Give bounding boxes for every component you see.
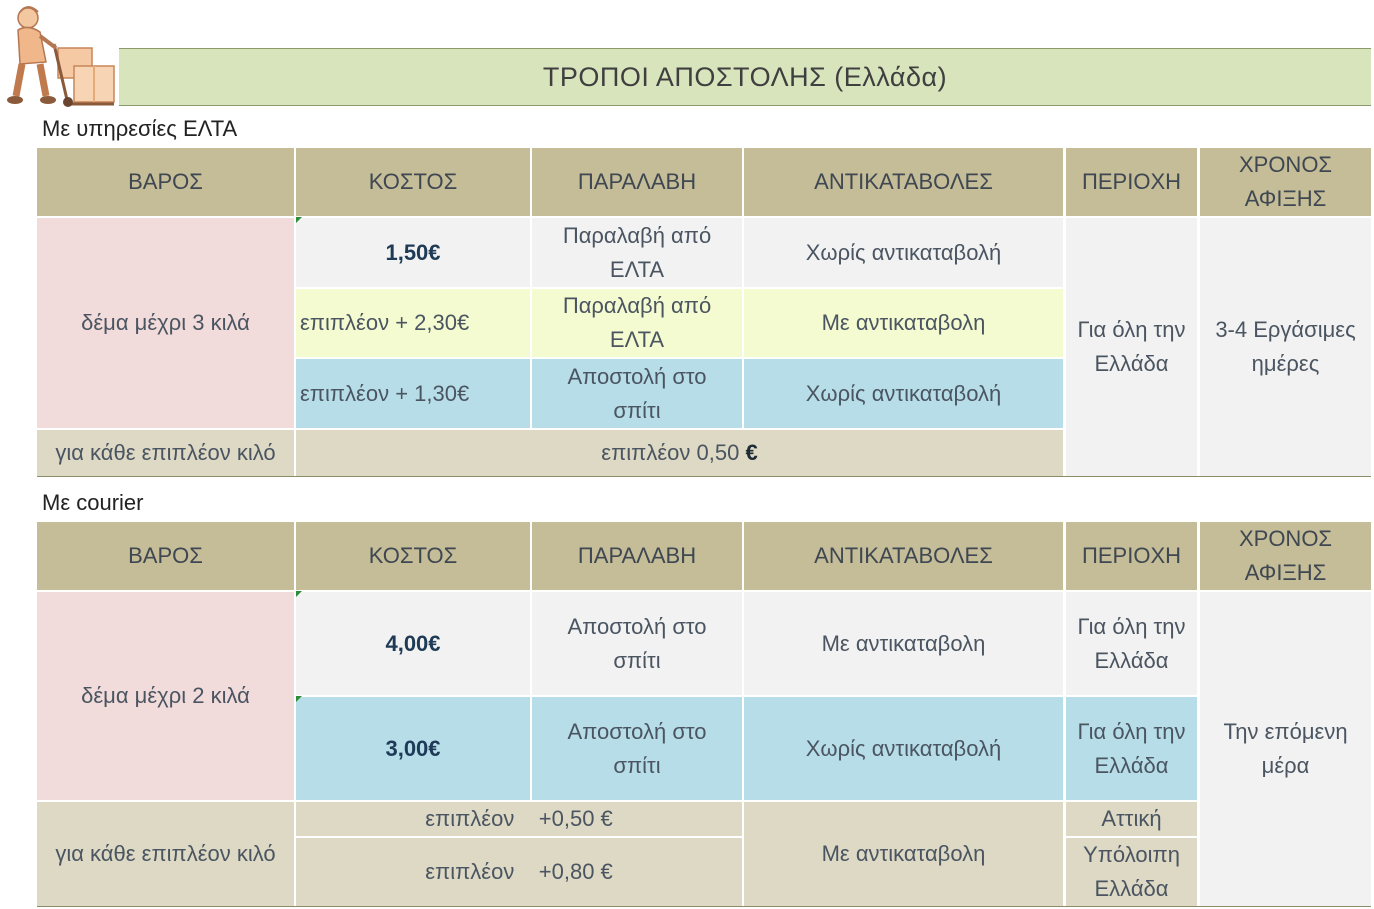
elta-header-weight: ΒΑΡΟΣ (37, 148, 294, 216)
elta-header-cost: ΚΟΣΤΟΣ (296, 148, 530, 216)
courier-row1-area (1066, 592, 1197, 695)
courier-row2-cod: Χωρίς αντικαταβολή (744, 697, 1063, 800)
courier-row1-area-line2: Ελλάδα (1094, 647, 1169, 673)
elta-header-time (1200, 148, 1371, 216)
courier-row2-cost: 3,00€ (296, 697, 530, 800)
elta-row2-pickup (532, 289, 742, 357)
elta-row1-cost: 1,50€ (296, 218, 530, 287)
courier-header-time-line1: ΧΡΟΝΟΣ (1238, 526, 1333, 551)
elta-area-line2: Ελλάδα (1094, 351, 1169, 376)
courier-extra-row2-area (1066, 838, 1197, 906)
courier-row1-area-line1: Για όλη την (1077, 613, 1186, 639)
page-title: ΤΡΟΠΟΙ ΑΠΟΣΤΟΛΗΣ (Ελλάδα) (119, 48, 1371, 106)
courier-extra-cod: Με αντικαταβολη (744, 802, 1063, 906)
elta-row3-pickup-line2: σπίτι (613, 397, 661, 423)
courier-row2-area-line1: Για όλη την (1077, 718, 1186, 744)
elta-row2-pickup-line2: ΕΛΤΑ (609, 327, 665, 352)
courier-row1-pickup (532, 592, 742, 695)
elta-row3-pickup (532, 359, 742, 428)
courier-extra-row1-area: Αττική (1066, 802, 1197, 836)
elta-header-pickup: ΠΑΡΑΛΑΒΗ (532, 148, 742, 216)
elta-extra-value (296, 430, 1063, 476)
elta-extra-value-text: επιπλέον 0,50 (601, 440, 746, 465)
elta-header-time-line1: ΧΡΟΝΟΣ (1238, 152, 1333, 177)
elta-bottom-border (37, 476, 1371, 477)
elta-row1-pickup-line1: Παραλαβή από (562, 222, 712, 248)
elta-row3-pickup-line1: Αποστολή στο (567, 363, 707, 389)
courier-extra-row2-area-line1: Υπόλοιπη (1083, 842, 1180, 867)
courier-header-time (1200, 522, 1371, 590)
elta-row1-cod: Χωρίς αντικαταβολή (744, 218, 1063, 287)
courier-row1-cost: 4,00€ (296, 592, 530, 695)
courier-row2-pickup (532, 697, 742, 800)
elta-row3-cod: Χωρίς αντικαταβολή (744, 359, 1063, 428)
elta-header-time-line2: ΑΦΙΞΗΣ (1244, 186, 1327, 211)
elta-section-title: Με υπηρεσίες ΕΛΤΑ (42, 116, 238, 141)
courier-extra-row1-cost: επιπλέον +0,50 € (296, 802, 742, 836)
courier-extra-row2-cost: επιπλέον +0,80 € (296, 838, 742, 906)
elta-time-line1: 3-4 Εργάσιμες (1215, 317, 1356, 342)
courier-header-area: ΠΕΡΙΟΧΗ (1066, 522, 1197, 590)
cell-comment-marker (296, 217, 302, 223)
courier-row2-area (1066, 697, 1197, 800)
elta-row2-cost: επιπλέον + 2,30€ (296, 289, 530, 357)
delivery-man-icon (6, 4, 118, 108)
elta-row1-pickup (532, 218, 742, 287)
courier-header-time-line2: ΑΦΙΞΗΣ (1244, 560, 1327, 585)
courier-row1-pickup-line1: Αποστολή στο (567, 613, 707, 639)
elta-time-cell (1200, 218, 1371, 476)
elta-header-area: ΠΕΡΙΟΧΗ (1066, 148, 1197, 216)
courier-time-cell (1200, 592, 1371, 906)
courier-header-cost: ΚΟΣΤΟΣ (296, 522, 530, 590)
cell-comment-marker (296, 696, 302, 702)
elta-row2-cod: Με αντικαταβολη (744, 289, 1063, 357)
courier-extra-label: για κάθε επιπλέον κιλό (37, 802, 294, 906)
cell-comment-marker (296, 591, 302, 597)
elta-row2-pickup-line1: Παραλαβή από (562, 293, 712, 318)
elta-area-line1: Για όλη την (1077, 317, 1186, 342)
elta-header-cod: ΑΝΤΙΚΑΤΑΒΟΛΕΣ (744, 148, 1063, 216)
courier-weight-cell: δέμα μέχρι 2 κιλά (37, 592, 294, 800)
courier-bottom-border (37, 906, 1371, 907)
courier-row2-pickup-line1: Αποστολή στο (567, 718, 707, 744)
courier-header-cod: ΑΝΤΙΚΑΤΑΒΟΛΕΣ (744, 522, 1063, 590)
elta-extra-label: για κάθε επιπλέον κιλό (37, 430, 294, 476)
elta-extra-currency: € (745, 440, 758, 465)
courier-header-pickup: ΠΑΡΑΛΑΒΗ (532, 522, 742, 590)
elta-time-line2: ημέρες (1251, 351, 1320, 376)
courier-row1-pickup-line2: σπίτι (613, 647, 661, 673)
courier-section-title: Με courier (42, 490, 144, 515)
courier-time-line1: Την επόμενη (1223, 719, 1348, 744)
elta-row1-pickup-line2: ΕΛΤΑ (609, 256, 665, 282)
courier-row2-pickup-line2: σπίτι (613, 752, 661, 778)
elta-weight-cell: δέμα μέχρι 3 κιλά (37, 218, 294, 428)
elta-row3-cost: επιπλέον + 1,30€ (296, 359, 530, 428)
courier-header-weight: ΒΑΡΟΣ (37, 522, 294, 590)
courier-row1-cod: Με αντικαταβολη (744, 592, 1063, 695)
elta-area-cell (1066, 218, 1197, 476)
courier-time-line2: μέρα (1261, 753, 1310, 778)
courier-extra-row2-area-line2: Ελλάδα (1094, 876, 1169, 901)
courier-row2-area-line2: Ελλάδα (1094, 752, 1169, 778)
